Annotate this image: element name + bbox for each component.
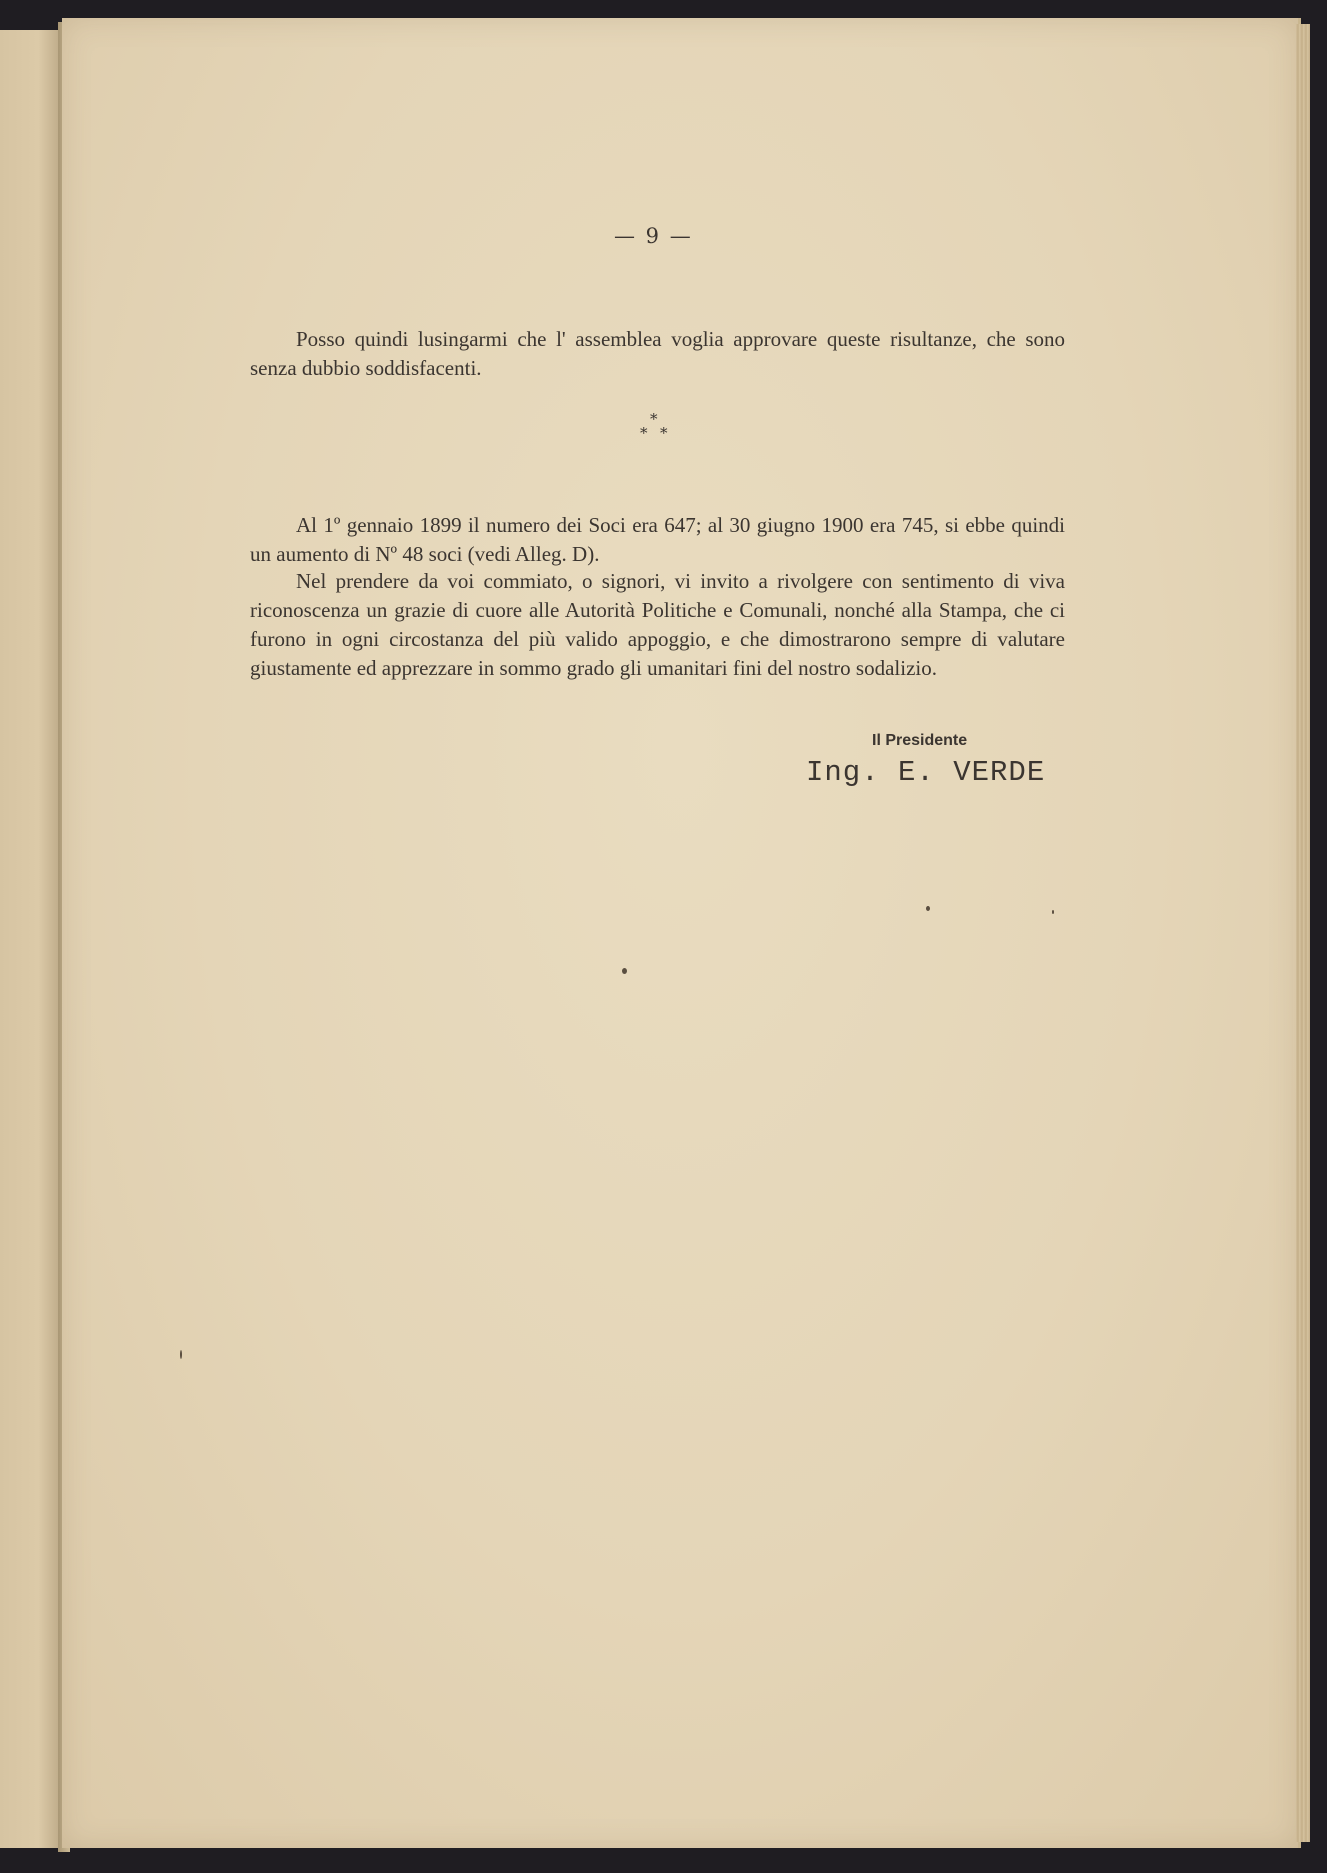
asterism-star-left: *: [640, 424, 648, 442]
paper-speck: [926, 906, 930, 911]
paper-speck: [1052, 910, 1054, 914]
page-sheet: [62, 18, 1301, 1848]
paper-speck: [622, 968, 627, 974]
asterism-star-right: *: [660, 424, 668, 442]
paragraph-membership: Al 1º gennaio 1899 il numero dei Soci era 647; al 30 giugno 1900 era 745, si ebbe quindi un aumento di Nº 48 soci (vedi Alleg. D).: [250, 513, 1065, 566]
asterism-divider: [636, 410, 676, 446]
signature-title: Il Presidente: [872, 732, 968, 749]
page-number: — 9 —: [614, 224, 693, 248]
page-stack-edge: [1296, 24, 1310, 1842]
paragraph-thanks: Nel prendere da voi commiato, o signori, vi invito a rivolgere con sentimento di viva riconoscenza un grazie di cuore alle Autorità Politiche e Comunali, nonché alla Stampa, che ci furono in ogni circostanza del più valido appoggio, e che dimostrarono sempre di valutare giustamente ed apprezzare in sommo grado gli umanitari fini del nostro sodalizio.: [250, 569, 1065, 680]
paragraph-approval: Posso quindi lusingarmi che l' assemblea voglia approvare queste risultanze, che sono senza dubbio soddisfacenti.: [250, 327, 1065, 380]
paper-speck: [180, 1350, 182, 1359]
asterism-star-top: *: [650, 410, 658, 428]
signature-name: Ing. E. VERDE: [806, 756, 1046, 789]
left-page-edge: [0, 30, 66, 1848]
